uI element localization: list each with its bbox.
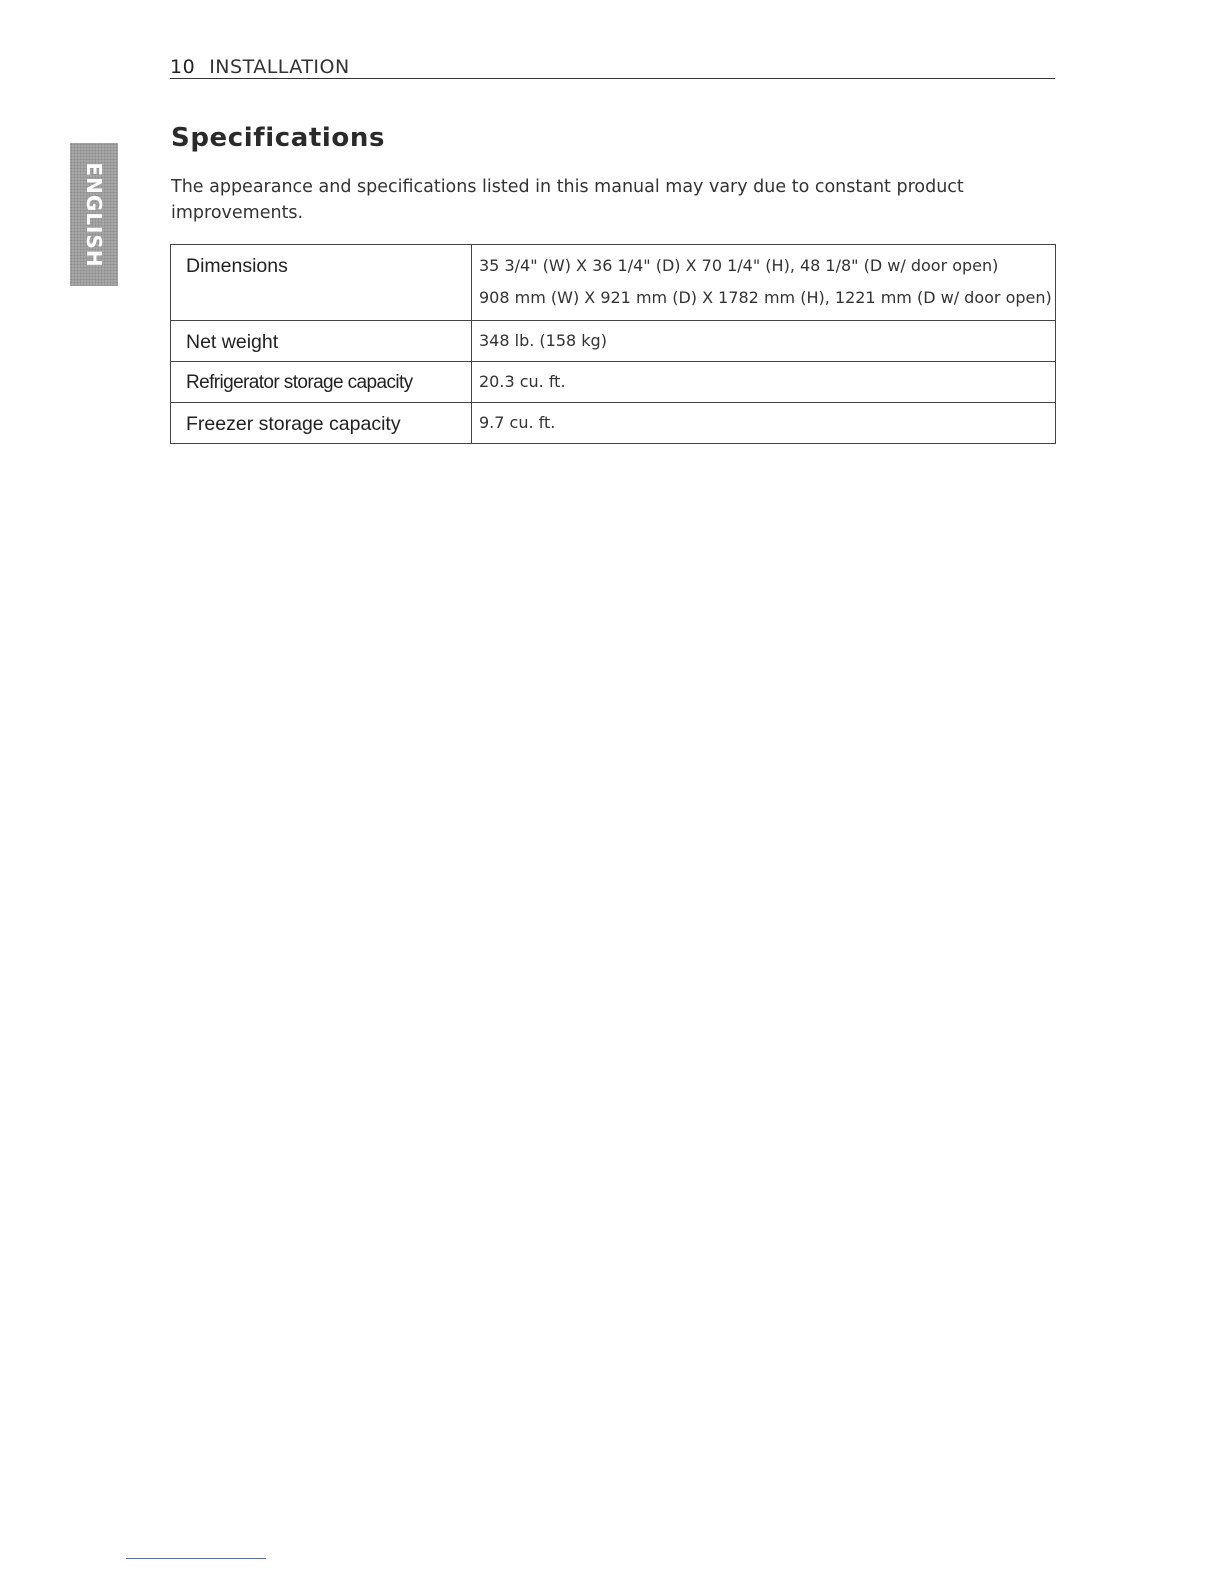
row-label: Dimensions	[171, 245, 472, 321]
table-row-dimensions	[171, 245, 1056, 321]
row-label: Net weight	[171, 321, 472, 362]
page-title: Specifications	[171, 123, 386, 153]
specifications-table	[170, 244, 1056, 444]
row-value	[472, 245, 1056, 321]
row-value: 348 lb. (158 kg)	[472, 321, 1056, 362]
dimensions-imperial: 35 3/4" (W) X 36 1/4" (D) X 70 1/4" (H), 48 1/8" (D w/ door open)	[479, 256, 999, 275]
footer-rule	[126, 1558, 266, 1559]
language-side-tab	[70, 143, 118, 286]
row-value: 20.3 cu. ft.	[472, 362, 1056, 403]
row-label: Refrigerator storage capacity	[171, 362, 472, 403]
table-row-net-weight	[171, 321, 1056, 362]
page-number: 10	[170, 56, 196, 78]
row-label: Freezer storage capacity	[171, 403, 472, 444]
dimensions-metric: 908 mm (W) X 921 mm (D) X 1782 mm (H), 1221 mm (D w/ door open)	[479, 288, 1052, 307]
table-row-freezer-capacity	[171, 403, 1056, 444]
intro-paragraph: The appearance and specifications listed in this manual may vary due to constant product improvements.	[171, 177, 964, 223]
running-header	[170, 56, 1055, 79]
section-name: INSTALLATION	[209, 56, 350, 78]
table-row-refrigerator-capacity	[171, 362, 1056, 403]
row-value: 9.7 cu. ft.	[472, 403, 1056, 444]
language-tab-label: ENGLISH	[82, 161, 106, 268]
